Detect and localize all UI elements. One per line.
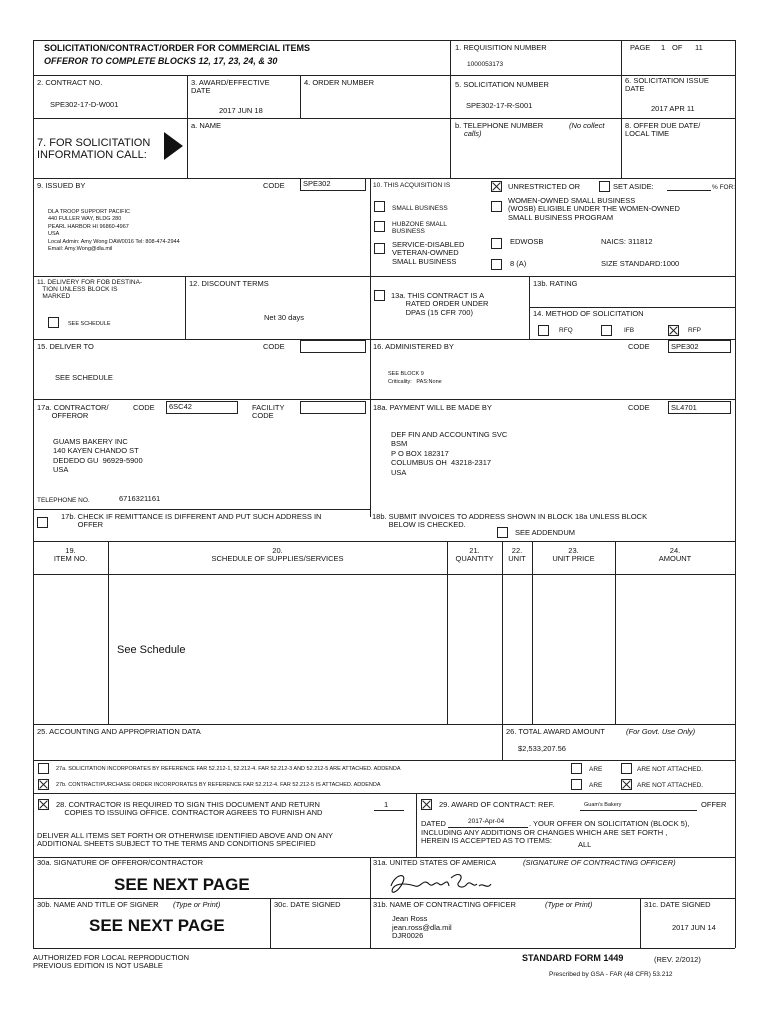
remittance-checkbox[interactable]: [37, 517, 48, 528]
requisition-label: 1. REQUISITION NUMBER: [455, 43, 547, 52]
delivery-fob-label: 11. DELIVERY FOR FOB DESTINA- TION UNLESS BLOCK IS MARKED: [37, 279, 143, 301]
award-date-label: 3. AWARD/EFFECTIVE DATE: [191, 78, 270, 96]
including-text: INCLUDING ANY ADDITIONS OR CHANGES WHICH ARE SET FORTH , HEREIN IS ACCEPTED AS TO ITEMS:: [421, 828, 668, 846]
edwosb-label: EDWOSB: [510, 237, 544, 246]
solicitation-info-label: 7. FOR SOLICITATION INFORMATION CALL:: [37, 137, 151, 162]
issued-by-code-label: CODE: [263, 181, 285, 190]
method-label: 14. METHOD OF SOLICITATION: [533, 309, 644, 318]
ifb-label: IFB: [624, 327, 635, 334]
page-number: 1: [661, 43, 666, 52]
contractor-label: 17a. CONTRACTOR/ OFFEROR: [37, 403, 109, 421]
date-signed-label: 30c. DATE SIGNED: [274, 900, 341, 909]
administered-by-text: SEE BLOCK 9 Criticality: PAS:None: [388, 371, 442, 385]
payment-code: SL4701: [671, 403, 697, 412]
28-text: 28. CONTRACTOR IS REQUIRED TO SIGN THIS DOCUMENT AND RETURN COPIES TO ISSUING OFFICE. CONTRACTOR AGREES TO FURNISH AND: [56, 800, 323, 818]
naics-code: NAICS: 311812: [601, 237, 653, 246]
27a-are-label: ARE: [589, 766, 603, 773]
wosb-checkbox[interactable]: [491, 201, 502, 212]
addendum-label: SEE ADDENDUM: [515, 528, 576, 537]
total-award-value: $2,533,207.56: [518, 744, 566, 753]
contracting-officer-name: Jean Ross jean.ross@dla.mil DJR0026: [392, 914, 452, 941]
set-aside-checkbox[interactable]: [599, 181, 610, 192]
form-subtitle: OFFEROR TO COMPLETE BLOCKS 12, 17, 23, 24, & 30: [44, 56, 278, 66]
form-number: STANDARD FORM 1449: [522, 953, 624, 963]
col-schedule: 20. SCHEDULE OF SUPPLIES/SERVICES: [211, 546, 344, 564]
name-label: a. NAME: [191, 121, 222, 130]
co-date-signed-label: 31c. DATE SIGNED: [644, 900, 711, 909]
col-unit: 22. UNIT: [508, 546, 526, 564]
hubzone-checkbox[interactable]: [374, 221, 385, 232]
reproduction-note: AUTHORIZED FOR LOCAL REPRODUCTION PREVIOUS EDITION IS NOT USABLE: [33, 953, 189, 971]
rated-order-checkbox[interactable]: [374, 290, 385, 301]
percent-for-label: % FOR:: [712, 184, 736, 191]
signer-name-note: (Type or Print): [173, 900, 221, 909]
see-next-page-name: SEE NEXT PAGE: [89, 916, 225, 935]
contracting-officer-label: 31b. NAME OF CONTRACTING OFFICER: [373, 900, 516, 909]
27b-are-label: ARE: [589, 782, 603, 789]
27b-are-checkbox[interactable]: [571, 779, 582, 790]
co-date-signed-value: 2017 JUN 14: [672, 923, 716, 932]
telephone-note: (No collect calls): [464, 121, 605, 139]
ref-blank: [580, 810, 697, 811]
copies-value: 1: [384, 800, 389, 809]
wosb-label: WOMEN-OWNED SMALL BUSINESS (WOSB) ELIGIBLE UNDER THE WOMEN-OWNED SMALL BUSINESS PROGRAM: [508, 196, 680, 222]
telephone-no-value: 6716321161: [119, 494, 161, 503]
accounting-label: 25. ACCOUNTING AND APPROPRIATION DATA: [37, 727, 201, 736]
contracting-officer-note: (Type or Print): [545, 900, 593, 909]
signer-name-label: 30b. NAME AND TITLE OF SIGNER: [37, 900, 159, 909]
small-business-checkbox[interactable]: [374, 201, 385, 212]
ifb-checkbox[interactable]: [601, 325, 612, 336]
deliver-to-code-box: [300, 340, 366, 353]
rfp-label: RFP: [688, 327, 701, 334]
27a-are-not-checkbox[interactable]: [621, 763, 632, 774]
united-states-label: 31a. UNITED STATES OF AMERICA: [373, 858, 497, 867]
copies-blank: [374, 810, 404, 811]
eight-a-label: 8 (A): [510, 259, 527, 268]
requisition-value: 1000053173: [467, 61, 504, 68]
27a-are-checkbox[interactable]: [571, 763, 582, 774]
facility-code-box: [300, 401, 366, 414]
award-of-contract-label: 29. AWARD OF CONTRACT: REF.: [439, 800, 555, 809]
page-total: 11: [695, 43, 703, 52]
issue-date-label: 6. SOLICITATION ISSUE DATE: [625, 76, 709, 94]
set-aside-label: SET ASIDE:: [613, 182, 654, 191]
rfp-checkbox[interactable]: [668, 325, 679, 336]
issued-by-address: DLA TROOP SUPPORT PACIFIC 440 FULLER WAY, BLDG 280 PEARL HARBOR HI 96860-4967 USA Local Admin: Amy Wong DAW0016 Tel: 808-474-2944 Email: Amy.Wong@dla.mil: [48, 209, 180, 253]
29-checkbox[interactable]: [421, 799, 432, 810]
see-schedule-label: SEE SCHEDULE: [68, 321, 111, 327]
offeror-signature-label: 30a. SIGNATURE OF OFFEROR/CONTRACTOR: [37, 858, 203, 867]
telephone-no-label: TELEPHONE NO.: [37, 497, 90, 504]
solicitation-number-value: SPE302-17-R-S001: [466, 101, 533, 110]
page-of-label: OF: [672, 43, 683, 52]
united-states-note: (SIGNATURE OF CONTRACTING OFFICER): [523, 858, 676, 867]
issue-date-value: 2017 APR 11: [651, 104, 695, 113]
total-award-note: (For Govt. Use Only): [626, 727, 696, 736]
col-amount: 24. AMOUNT: [658, 546, 692, 564]
discount-terms-label: 12. DISCOUNT TERMS: [189, 279, 269, 288]
schedule-body-text: See Schedule: [117, 644, 186, 656]
unrestricted-checkbox[interactable]: [491, 181, 502, 192]
contractor-code-label: CODE: [133, 403, 155, 412]
administered-by-code: SPE302: [671, 342, 699, 351]
col-item-no: 19. ITEM NO.: [53, 546, 88, 564]
discount-terms-value: Net 30 days: [264, 313, 305, 322]
offer-label: OFFER: [701, 800, 727, 809]
prescribed-by: Prescribed by GSA - FAR (48 CFR) 53.212: [549, 971, 673, 978]
27b-text: 27b. CONTRACT/PURCHASE ORDER INCORPORATES BY REFERENCE FAR 52.212-4. FAR 52.212-5 IS ATTACHED. ADDENDA: [56, 782, 381, 788]
col-unit-price: 23. UNIT PRICE: [552, 546, 595, 564]
contracting-officer-signature: [385, 868, 495, 898]
payment-address: DEF FIN AND ACCOUNTING SVC BSM P O BOX 182317 COLUMBUS OH 43218-2317 USA: [391, 430, 508, 477]
issued-by-label: 9. ISSUED BY: [37, 181, 86, 190]
payment-code-label: CODE: [628, 403, 650, 412]
payment-by-label: 18a. PAYMENT WILL BE MADE BY: [373, 403, 492, 412]
rated-order-label: 13a. THIS CONTRACT IS A RATED ORDER UNDER DPAS (15 CFR 700): [391, 291, 489, 317]
eight-a-checkbox[interactable]: [491, 259, 502, 270]
see-next-page-signature: SEE NEXT PAGE: [114, 875, 250, 894]
dated-value: 2017-Apr-04: [468, 818, 505, 825]
deliver-to-code-label: CODE: [263, 342, 285, 351]
sdvosb-checkbox[interactable]: [374, 243, 385, 254]
award-date-value: 2017 JUN 18: [219, 106, 263, 115]
hubzone-label: HUBZONE SMALL BUSINESS: [392, 221, 447, 236]
administered-by-code-label: CODE: [628, 342, 650, 351]
27b-are-not-label: ARE NOT ATTACHED.: [637, 782, 704, 789]
addendum-checkbox[interactable]: [497, 527, 508, 538]
contract-no-label: 2. CONTRACT NO.: [37, 78, 103, 87]
small-business-label: SMALL BUSINESS: [392, 205, 448, 212]
28-checkbox[interactable]: [38, 799, 49, 810]
27b-are-not-checkbox[interactable]: [621, 779, 632, 790]
edwosb-checkbox[interactable]: [491, 238, 502, 249]
solicitation-number-label: 5. SOLICITATION NUMBER: [455, 80, 549, 89]
contractor-address: GUAMS BAKERY INC 140 KAYEN CHANDO ST DEDEDO GU 96929-5900 USA: [53, 437, 143, 475]
facility-code-label: FACILITY CODE: [252, 403, 285, 421]
size-standard: SIZE STANDARD:1000: [601, 259, 680, 268]
28-text-continued: DELIVER ALL ITEMS SET FORTH OR OTHERWISE IDENTIFIED ABOVE AND ON ANY ADDITIONAL SHEETS SUBJECT TO THE TERMS AND CONDITIONS SPECIFIED: [37, 831, 334, 849]
27a-are-not-label: ARE NOT ATTACHED.: [637, 766, 704, 773]
offer-solicitation-text: . YOUR OFFER ON SOLICITATION (BLOCK 5),: [529, 819, 690, 828]
contract-no-value: SPE302-17-D-W001: [50, 100, 119, 109]
arrow-right-icon: [164, 132, 183, 160]
contractor-code: 6SC42: [169, 402, 192, 411]
total-award-label: 26. TOTAL AWARD AMOUNT: [506, 727, 605, 736]
telephone-label: b. TELEPHONE NUMBER: [455, 121, 544, 130]
col-quantity: 21. QUANTITY: [455, 546, 494, 564]
27b-checkbox[interactable]: [38, 779, 49, 790]
form-title: SOLICITATION/CONTRACT/ORDER FOR COMMERCIAL ITEMS: [44, 43, 310, 53]
form-revision: (REV. 2/2012): [654, 955, 701, 964]
administered-by-label: 16. ADMINISTERED BY: [373, 342, 454, 351]
page-label: PAGE: [630, 43, 651, 52]
rating-label: 13b. RATING: [533, 279, 578, 288]
deliver-to-value: SEE SCHEDULE: [55, 373, 113, 382]
set-aside-blank: [667, 190, 711, 191]
award-ref-value: Guam's Bakery: [584, 802, 622, 808]
rfq-label: RFQ: [559, 327, 573, 334]
sdvosb-label: SERVICE-DISABLED VETERAN-OWNED SMALL BUSINESS: [392, 240, 465, 266]
submit-invoices-label: 18b. SUBMIT INVOICES TO ADDRESS SHOWN IN BLOCK 18a UNLESS BLOCK BELOW IS CHECKED.: [372, 512, 648, 530]
order-number-label: 4. ORDER NUMBER: [304, 78, 375, 87]
rfq-checkbox[interactable]: [538, 325, 549, 336]
27a-checkbox[interactable]: [38, 763, 49, 774]
see-schedule-checkbox[interactable]: [48, 317, 59, 328]
issued-by-code: SPE302: [303, 179, 331, 188]
remittance-label: 17b. CHECK IF REMITTANCE IS DIFFERENT AND PUT SUCH ADDRESS IN OFFER: [61, 512, 322, 530]
27a-text: 27a. SOLICITATION INCORPORATES BY REFERENCE FAR 52.212-1, 52.212-4. FAR 52.212-3 AND 52.212-5 ARE ATTACHED. ADDENDA: [56, 766, 401, 772]
unrestricted-label: UNRESTRICTED OR: [508, 182, 581, 191]
acquisition-label: 10. THIS ACQUISITION IS: [373, 182, 451, 189]
dated-label: DATED: [421, 819, 446, 828]
offer-due-label: 8. OFFER DUE DATE/ LOCAL TIME: [625, 121, 701, 139]
items-all: ALL: [578, 840, 592, 849]
deliver-to-label: 15. DELIVER TO: [37, 342, 94, 351]
